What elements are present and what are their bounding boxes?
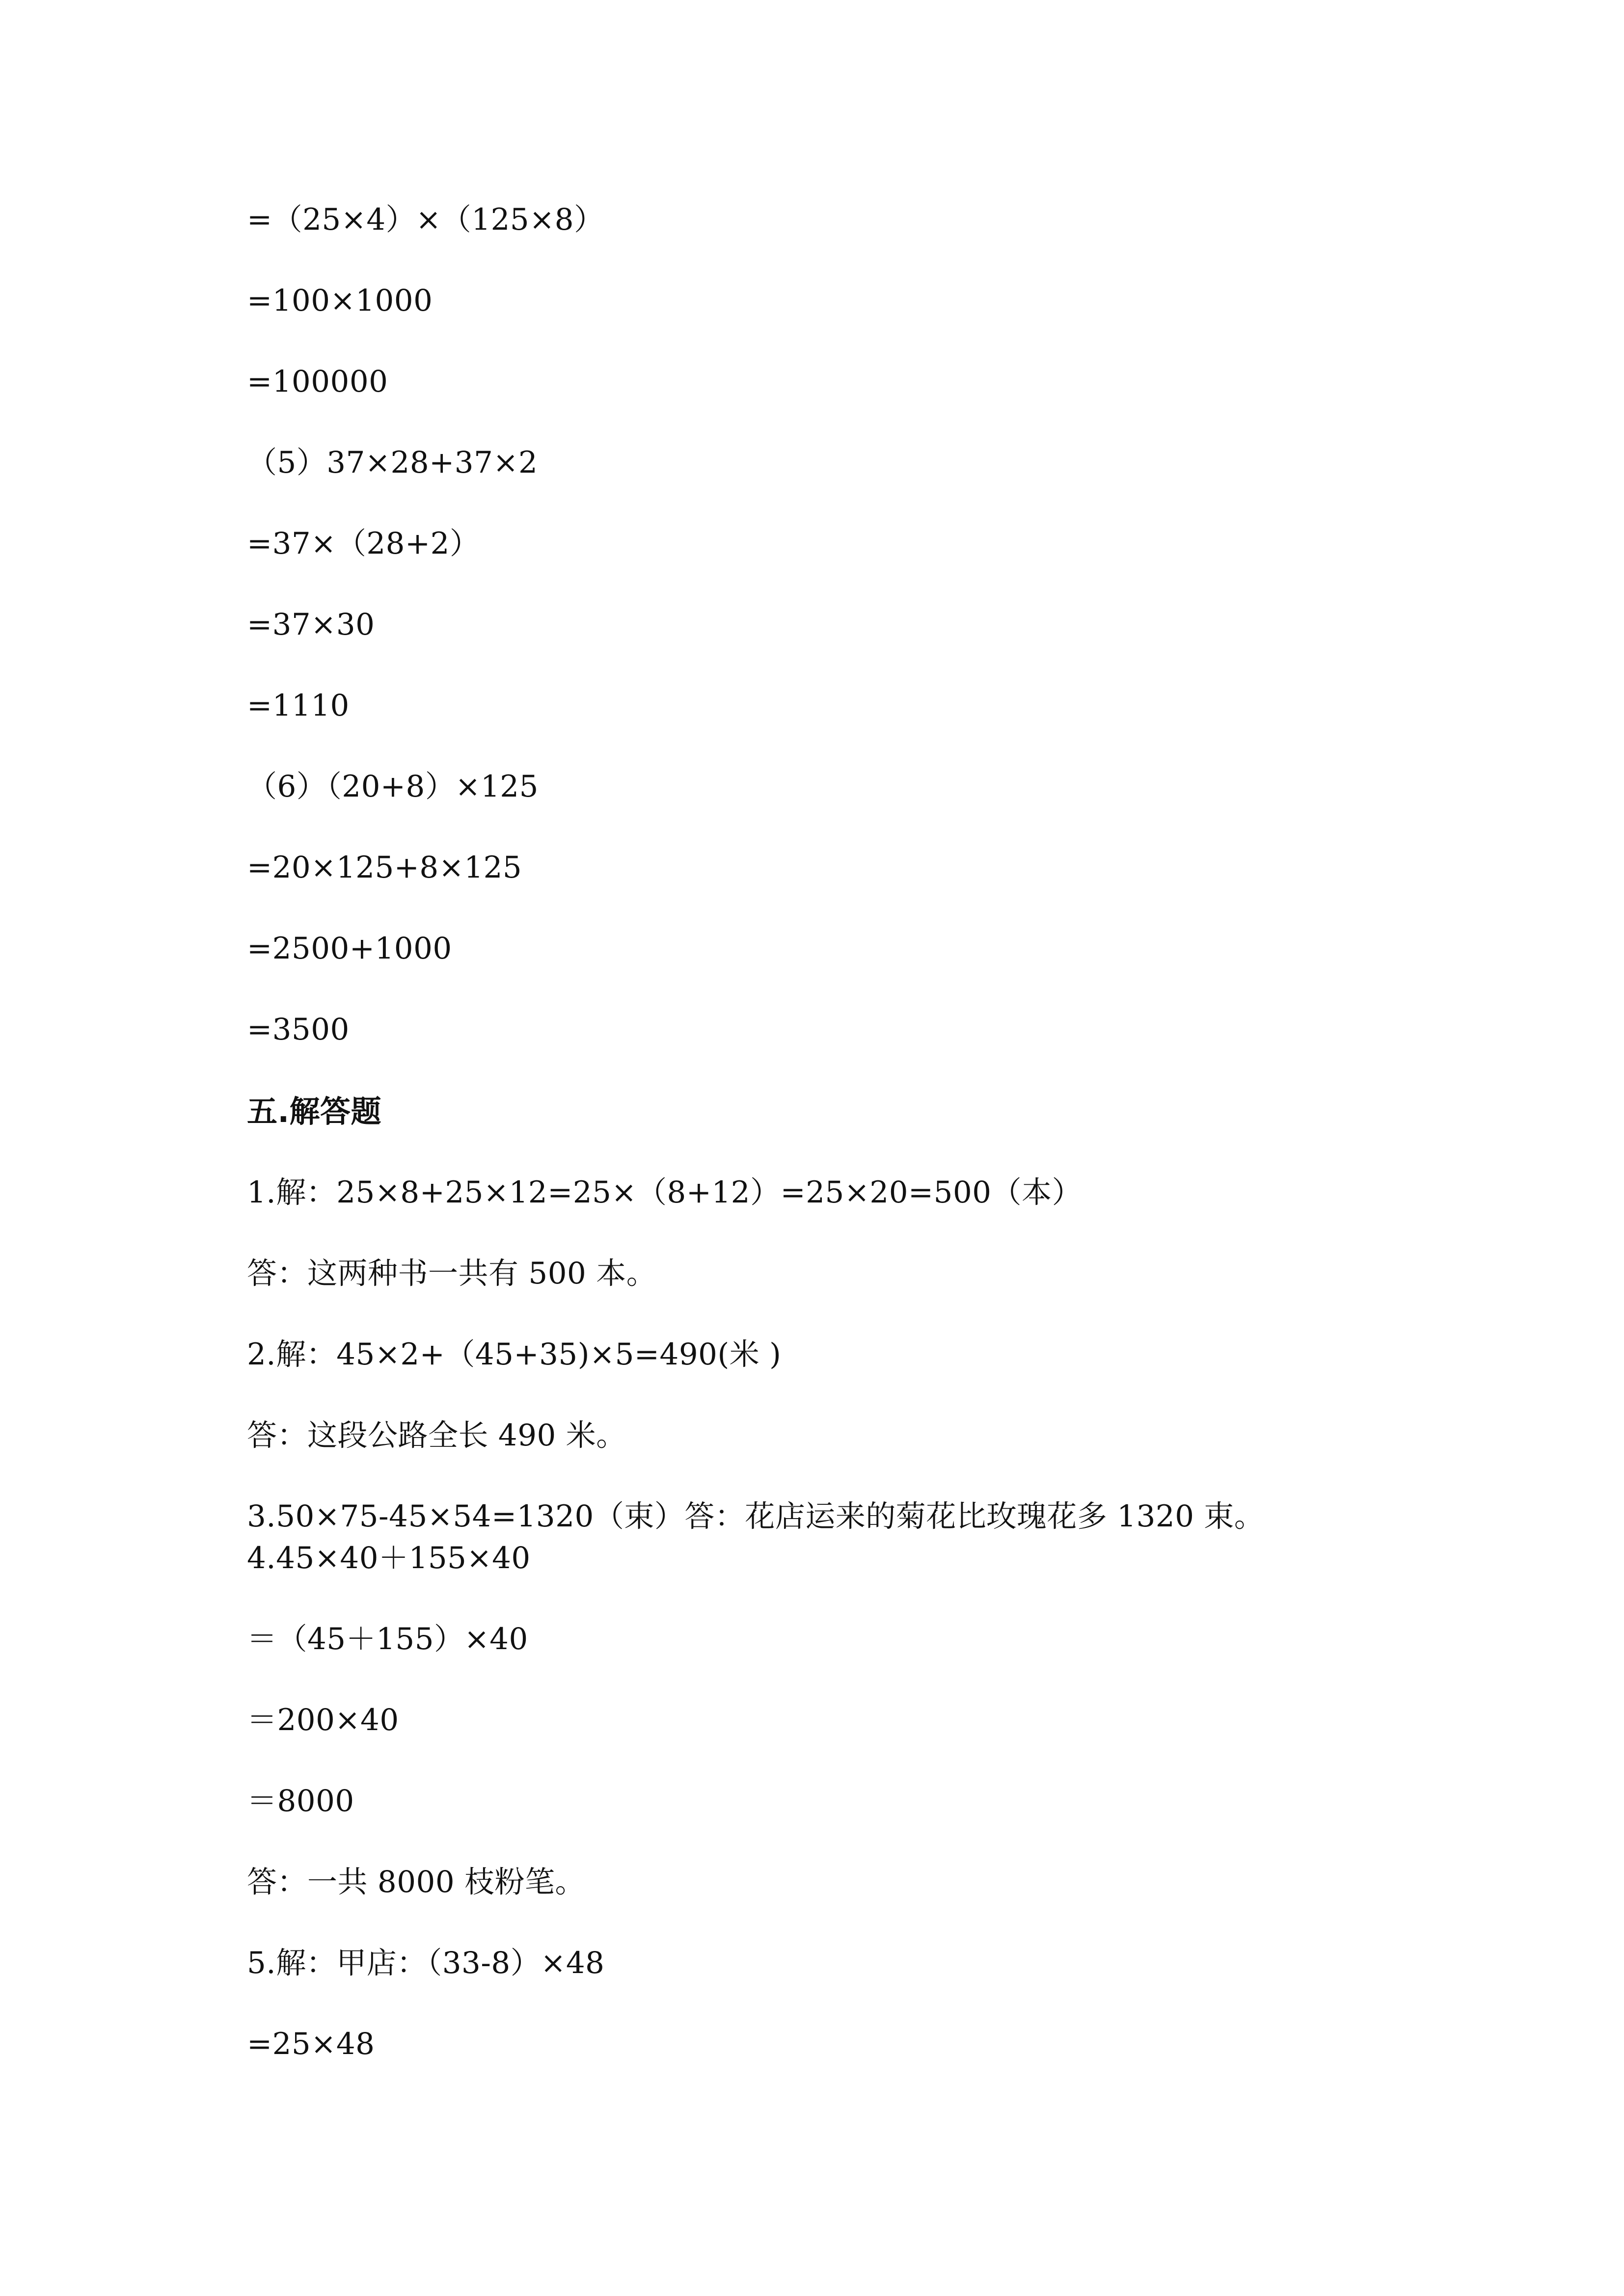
- calc-line: =37×30: [247, 607, 375, 642]
- calc-line: ＝（45＋155）×40: [247, 1622, 528, 1656]
- calc-line: =3500: [247, 1012, 350, 1047]
- calc-line: =（25×4）×（125×8）: [247, 202, 604, 237]
- calc-line: =37×（28+2）: [247, 526, 480, 561]
- answer-1-solution: 1.解：25×8+25×12=25×（8+12）=25×20=500（本）: [247, 1175, 1083, 1210]
- calc-line: ＝200×40: [247, 1703, 399, 1737]
- answer-5-solution: 5.解：甲店：（33-8）×48: [247, 1946, 605, 1980]
- section-heading: 五.解答题: [247, 1094, 382, 1129]
- calc-line: =100×1000: [247, 283, 433, 318]
- calc-line: =100000: [247, 364, 388, 399]
- answer-2-solution: 2.解：45×2+（45+35)×5=490(米 ): [247, 1337, 782, 1372]
- problem-6-label: （6）（20+8）×125: [247, 769, 539, 804]
- calc-line: =2500+1000: [247, 931, 452, 966]
- answer-4-solution: 4.45×40＋155×40: [247, 1541, 531, 1575]
- answer-3-solution: 3.50×75-45×54=1320（束）答：花店运来的菊花比玫瑰花多 1320 束。: [247, 1499, 1265, 1534]
- answer-1-conclusion: 答：这两种书一共有 500 本。: [247, 1256, 657, 1291]
- calc-line: =20×125+8×125: [247, 850, 522, 885]
- answer-2-conclusion: 答：这段公路全长 490 米。: [247, 1418, 626, 1453]
- answer-4-conclusion: 答：一共 8000 枝粉笔。: [247, 1865, 586, 1899]
- problem-5-label: （5）37×28+37×2: [247, 445, 538, 480]
- calc-line: =25×48: [247, 2027, 375, 2061]
- calc-line: =1110: [247, 688, 350, 723]
- calc-line: ＝8000: [247, 1784, 354, 1818]
